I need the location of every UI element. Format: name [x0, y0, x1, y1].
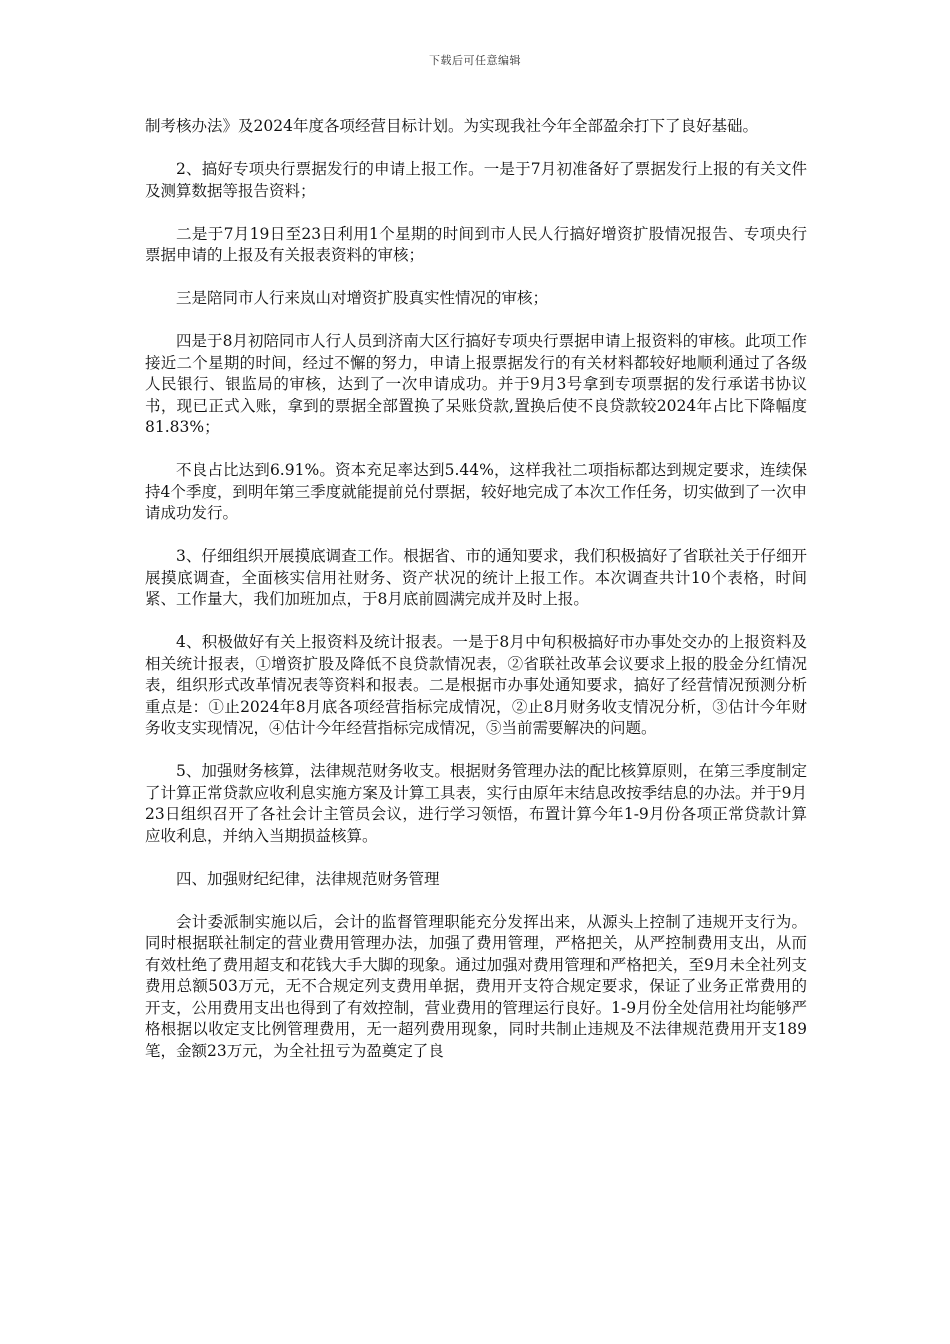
section-heading-4: 四、加强财纪纪律，法律规范财务管理: [176, 869, 440, 888]
paragraph-item-2-part-2: 二是于7月19日至23日利用1个星期的时间到市人民人行搞好增资扩股情况报告、专项央行票据申请的上报及有关报表资料的审核；: [145, 224, 807, 264]
paragraph-item-2: 2、搞好专项央行票据发行的申请上报工作。一是于7月初准备好了票据发行上报的有关文件及测算数据等报告资料；: [145, 160, 807, 200]
paragraph-item-2-part-3: 三是陪同市人行来岚山对增资扩股真实性情况的审核；: [176, 289, 549, 307]
paragraph-item-4: 4、积极做好有关上报资料及统计报表。一是于8月中旬积极搞好市办事处交办的上报资料及相关统计报表，①增资扩股及降低不良贷款情况表，②省联社改革会议要求上报的股金分红情况表，组织形式改革情况表等资料和报表。二是根据市办事处通知要求，搞好了经营情况预测分析重点是：①止2024年8月底各项经营指标完成情况，②止8月财务收支情况分析，③估计今年财务收支实现情况，④估计今年经营指标完成情况，⑤当前需要解决的问题。: [145, 633, 807, 737]
paragraph-item-2-result: 不良占比达到6.91%。资本充足率达到5.44%，这样我社二项指标都达到规定要求，连续保持4个季度，到明年第三季度就能提前兑付票据，较好地完成了本次工作任务，切实做到了一次申请成功发行。: [145, 461, 807, 522]
paragraph-item-3: 3、仔细组织开展摸底调查工作。根据省、市的通知要求，我们积极搞好了省联社关于仔细开展摸底调查，全面核实信用社财务、资产状况的统计上报工作。本次调查共计10个表格，时间紧、工作量大，我们加班加点，于8月底前圆满完成并及时上报。: [145, 547, 807, 608]
paragraph-item-2-part-4: 四是于8月初陪同市人行人员到济南大区行搞好专项央行票据申请上报资料的审核。此项工作接近二个星期的时间，经过不懈的努力，申请上报票据发行的有关材料都较好地顺利通过了各级人民银行、银监局的审核，达到了一次申请成功。并于9月3号拿到专项票据的发行承诺书协议书，现已正式入账，拿到的票据全部置换了呆账贷款,置换后使不良贷款较2024年占比下降幅度81.83%；: [145, 332, 807, 436]
page-header-note: 下载后可任意编辑: [429, 54, 521, 67]
document-body: [145, 116, 807, 1084]
paragraph-item-5: 5、加强财务核算，法律规范财务收支。根据财务管理办法的配比核算原则，在第三季度制定了计算正常贷款应收利息实施方案及计算工具表，实行由原年末结息改按季结息的办法。并于9月23日组织召开了各社会计主管员会议，进行学习领悟，布置计算今年1-9月份各项正常贷款计算应收利息，并纳入当期损益核算。: [145, 762, 807, 845]
paragraph-continuation: 制考核办法》及2024年度各项经营目标计划。为实现我社今年全部盈余打下了良好基础。: [145, 117, 758, 135]
paragraph-section-4-body: 会计委派制实施以后，会计的监督管理职能充分发挥出来，从源头上控制了违规开支行为。同时根据联社制定的营业费用管理办法，加强了费用管理，严格把关，从严控制费用支出，从而有效杜绝了费用超支和花钱大手大脚的现象。通过加强对费用管理和严格把关，至9月未全社列支费用总额503万元，无不合规定列支费用单据，费用开支符合规定要求，保证了业务正常费用的开支，公用费用支出也得到了有效控制，营业费用的管理运行良好。1-9月份全处信用社均能够严格根据以收定支比例管理费用，无一超列费用现象，同时共制止违规及不法律规范费用开支189笔，金额23万元，为全社扭亏为盈奠定了良: [145, 912, 807, 1060]
